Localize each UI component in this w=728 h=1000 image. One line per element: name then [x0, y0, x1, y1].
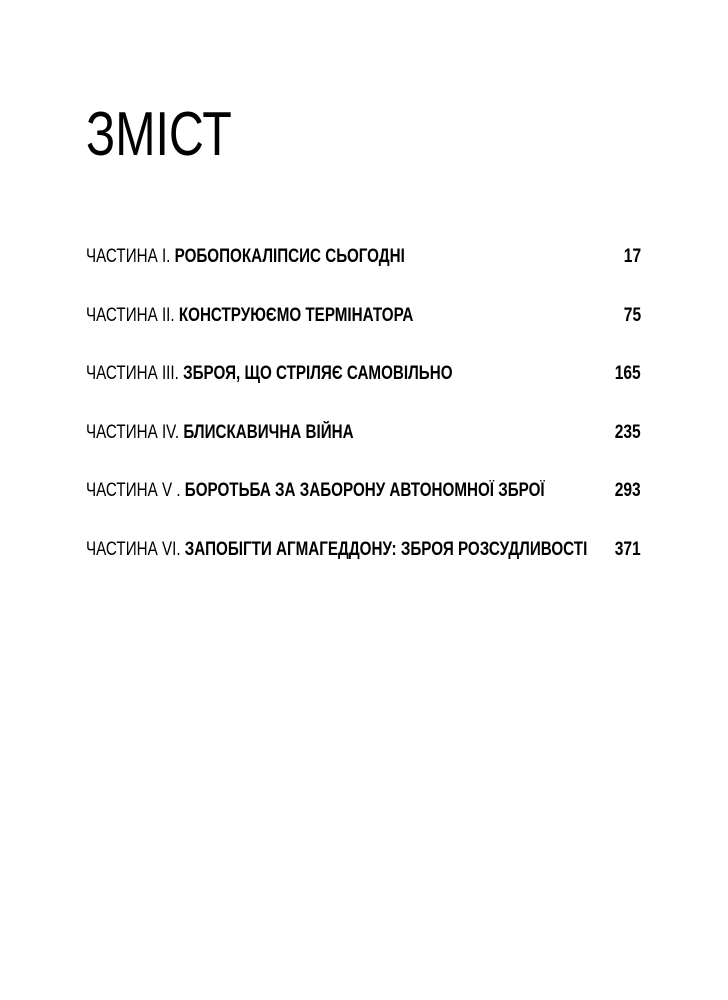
toc-page-number: 75 [623, 304, 641, 326]
toc-entry-part-2[interactable] [86, 305, 641, 364]
toc-part-title: КОНСТРУЮЄМО ТЕРМІНАТОРА [178, 304, 414, 326]
table-of-contents [86, 246, 641, 597]
toc-entry-part-1[interactable] [86, 246, 641, 305]
toc-part-label: ЧАСТИНА V . [86, 480, 185, 501]
toc-part-label: ЧАСТИНА VI. [86, 538, 185, 560]
toc-part-title: ЗБРОЯ, ЩО СТРІЛЯЄ САМОВІЛЬНО [183, 363, 453, 384]
toc-part-label: ЧАСТИНА II. [86, 304, 179, 326]
toc-entry-text [86, 422, 354, 444]
toc-part-title: ЗАПОБІГТИ АГМАГЕДДОНУ: ЗБРОЯ РОЗСУДЛИВОСТІ [184, 538, 588, 560]
toc-page-number: 17 [623, 246, 641, 267]
toc-page-number: 371 [615, 538, 641, 560]
toc-part-label: ЧАСТИНА III. [86, 363, 184, 384]
toc-entry-part-5[interactable] [86, 480, 641, 539]
toc-entry-text [86, 246, 405, 268]
toc-part-title: РОБОПОКАЛІПСИС СЬОГОДНІ [174, 246, 405, 267]
toc-entry-part-4[interactable] [86, 422, 641, 481]
toc-entry-part-3[interactable] [86, 363, 641, 422]
toc-page-number: 235 [615, 421, 641, 443]
toc-page-number: 293 [615, 480, 641, 501]
toc-part-label: ЧАСТИНА I. [86, 246, 175, 267]
toc-part-title: БЛИСКАВИЧНА ВІЙНА [183, 421, 354, 443]
toc-entry-text [86, 363, 453, 385]
toc-entry-part-6[interactable] [86, 539, 641, 598]
toc-page-number: 165 [615, 363, 641, 384]
toc-entry-text [86, 480, 545, 502]
page-title: ЗМІСТ [86, 100, 232, 169]
toc-entry-text [86, 539, 587, 561]
toc-part-title: БОРОТЬБА ЗА ЗАБОРОНУ АВТОНОМНОЇ ЗБРОЇ [184, 480, 545, 501]
toc-part-label: ЧАСТИНА IV. [86, 421, 184, 443]
toc-entry-text [86, 305, 413, 327]
